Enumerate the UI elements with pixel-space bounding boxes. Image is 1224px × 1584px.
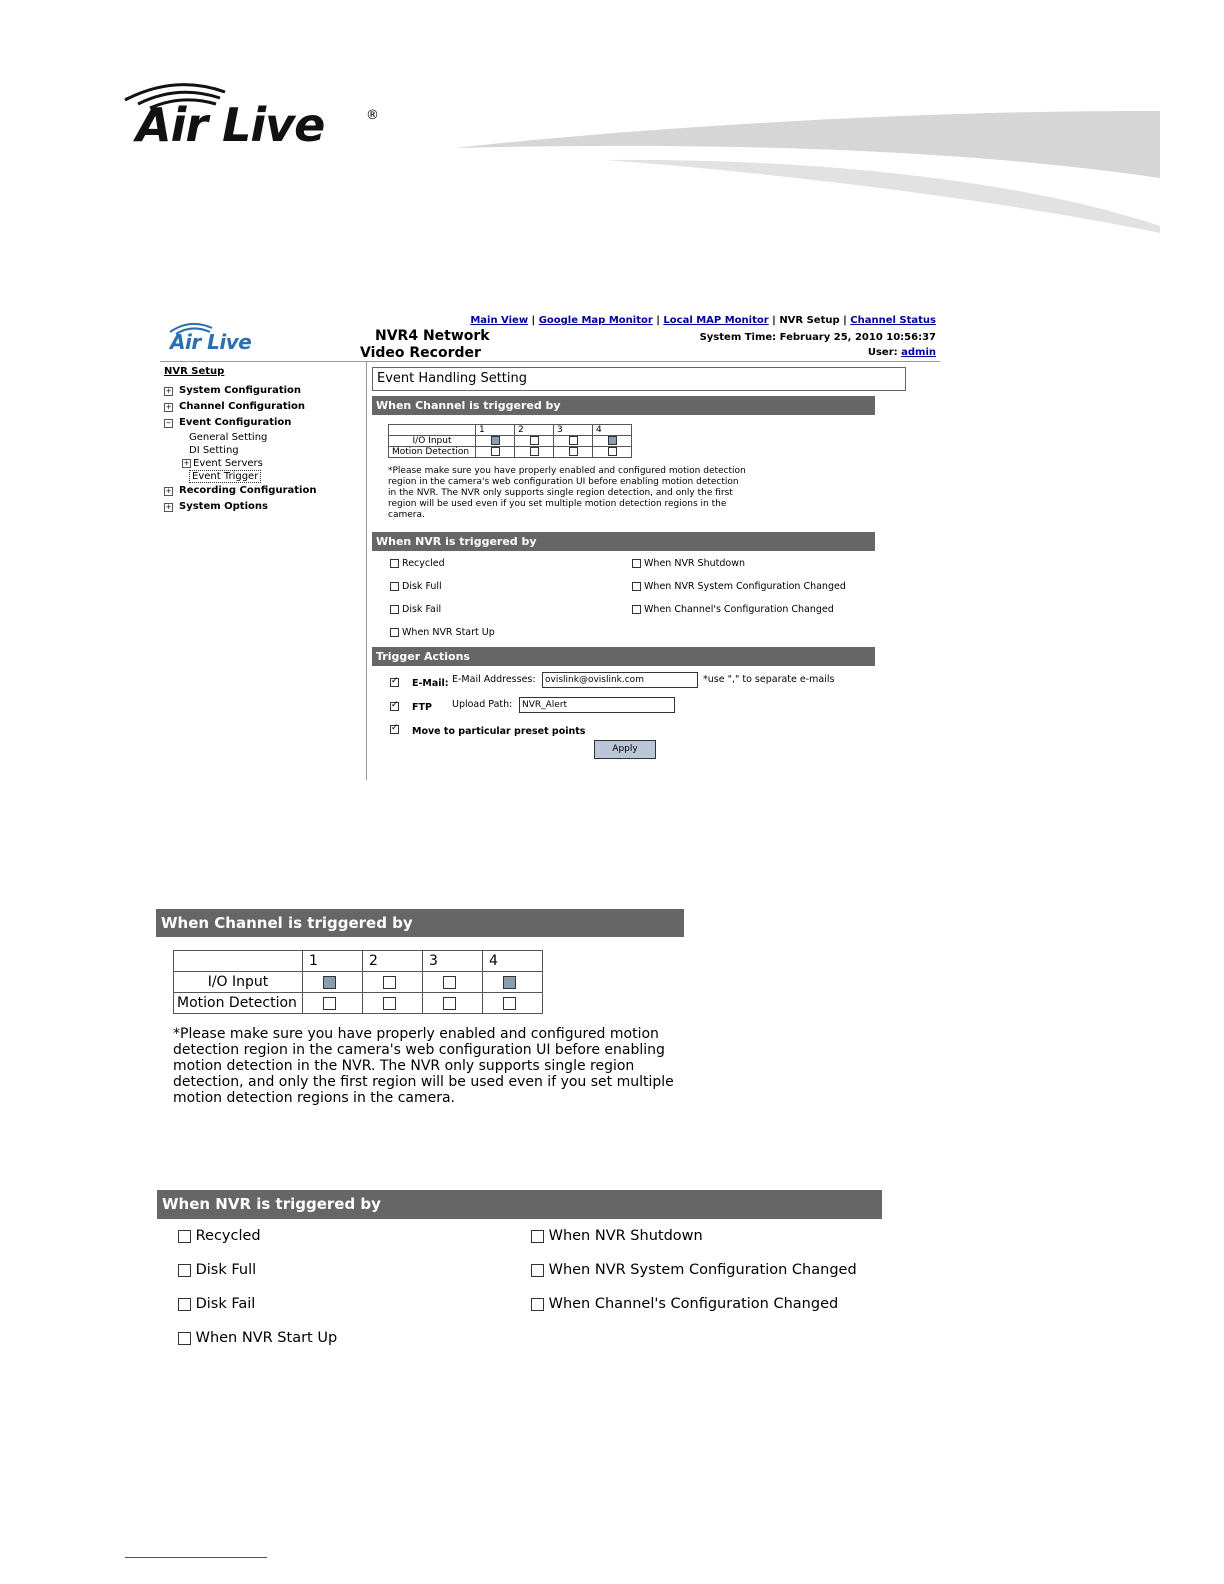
io-ch3-checkbox[interactable] — [569, 436, 578, 445]
nvr-opt-disk-full[interactable] — [390, 581, 442, 592]
note-line: motion detection in the NVR. The NVR only supports single region — [173, 1058, 635, 1074]
top-nav — [470, 315, 936, 326]
option-label: Recycled — [195, 1228, 261, 1244]
option-label: When Channel's Configuration Changed — [644, 604, 834, 615]
col-header-4: 4 — [593, 425, 632, 436]
zoom-nvr-opt-disk-full[interactable] — [178, 1262, 256, 1278]
expand-icon[interactable]: + — [165, 402, 172, 411]
sidebar — [164, 364, 364, 515]
option-label: Disk Full — [195, 1262, 257, 1278]
product-title — [360, 328, 490, 362]
nvr-opt-shutdown[interactable] — [632, 558, 745, 569]
col-header-1: 1 — [303, 951, 363, 972]
md-ch1-checkbox[interactable] — [323, 997, 336, 1010]
email-addresses-input[interactable]: ovislink@ovislink.com — [542, 672, 698, 688]
expand-icon[interactable]: + — [165, 502, 172, 511]
checkbox[interactable] — [390, 582, 399, 591]
md-ch1-checkbox[interactable] — [491, 447, 500, 456]
note-line: detection, and only the first region will be used even if you set multiple — [173, 1074, 674, 1090]
option-label: Recycled — [402, 558, 445, 569]
expand-icon[interactable]: + — [183, 459, 190, 467]
checkbox[interactable] — [632, 582, 641, 591]
option-label: Disk Fail — [402, 604, 442, 615]
sidebar-item-label: Recording Configuration — [179, 485, 317, 496]
io-ch4-checkbox[interactable] — [608, 436, 617, 445]
link-main-view[interactable]: Main View — [470, 315, 529, 326]
sidebar-root[interactable]: NVR Setup — [164, 366, 225, 377]
registered-mark: ® — [366, 108, 379, 123]
sidebar-item-recording-configuration[interactable] — [164, 483, 364, 499]
email-addresses-label: E-Mail Addresses: — [452, 674, 536, 685]
zoom-channel-header: When Channel is triggered by — [156, 909, 684, 937]
nvr-opt-sys-config-changed[interactable] — [632, 581, 846, 592]
preset-label: Move to particular preset points — [412, 726, 586, 737]
option-label: Disk Fail — [195, 1296, 256, 1312]
col-header-3: 3 — [423, 951, 483, 972]
nav-sep: | — [772, 315, 776, 326]
io-ch2-checkbox[interactable] — [530, 436, 539, 445]
note-line: detection region in the camera's web configuration UI before enabling — [173, 1042, 665, 1058]
option-label: When NVR Start Up — [402, 627, 495, 638]
zoom-nvr-header: When NVR is triggered by — [157, 1190, 882, 1219]
header-divider — [160, 361, 940, 362]
table-corner — [389, 425, 476, 436]
io-ch2-checkbox[interactable] — [383, 976, 396, 989]
row-label-motion: Motion Detection — [389, 447, 476, 458]
channel-trigger-table — [388, 424, 632, 458]
nvr-opt-recycled[interactable] — [390, 558, 445, 569]
ftp-checkbox[interactable] — [390, 702, 399, 711]
row-label-io: I/O Input — [389, 436, 476, 447]
checkbox[interactable] — [390, 628, 399, 637]
logo-text: Air Live — [136, 98, 325, 152]
trigger-actions — [372, 666, 907, 776]
col-header-4: 4 — [483, 951, 543, 972]
sidebar-item-label: Event Configuration — [179, 417, 292, 428]
zoom-motion-note — [173, 1026, 674, 1106]
link-channel-status[interactable]: Channel Status — [850, 315, 936, 326]
sidebar-item-system-configuration[interactable] — [164, 383, 364, 399]
upload-path-input[interactable]: NVR_Alert — [519, 697, 675, 713]
checkbox[interactable] — [178, 1230, 191, 1243]
link-local-map-monitor[interactable]: Local MAP Monitor — [663, 315, 769, 326]
zoom-nvr-opt-shutdown[interactable] — [531, 1228, 703, 1244]
nvr-opt-disk-fail[interactable] — [390, 604, 441, 615]
sidebar-item-system-options[interactable] — [164, 499, 364, 515]
sidebar-item-label: Event Servers — [193, 458, 263, 469]
nvr-screenshot — [160, 312, 940, 782]
checkbox[interactable] — [531, 1298, 544, 1311]
sidebar-item-event-configuration[interactable] — [164, 415, 364, 431]
collapse-icon[interactable]: − — [165, 418, 172, 427]
sidebar-item-di-setting[interactable]: DI Setting — [189, 445, 239, 456]
table-corner — [174, 951, 303, 972]
note-line: motion detection regions in the camera. — [173, 1090, 456, 1106]
zoom-nvr-opt-sys-config-changed[interactable] — [531, 1262, 857, 1278]
io-ch4-checkbox[interactable] — [503, 976, 516, 989]
email-checkbox[interactable] — [390, 678, 399, 687]
mini-logo-text: Air Live — [170, 330, 252, 354]
sidebar-item-label: Event Trigger — [189, 470, 261, 483]
nav-sep: | — [656, 315, 660, 326]
option-label: When NVR Shutdown — [548, 1228, 703, 1244]
md-ch3-checkbox[interactable] — [569, 447, 578, 456]
expand-icon[interactable]: + — [165, 486, 172, 495]
nav-sep: | — [843, 315, 847, 326]
md-ch3-checkbox[interactable] — [443, 997, 456, 1010]
checkbox[interactable] — [632, 559, 641, 568]
email-hint: *use "," to separate e-mails — [703, 674, 835, 685]
motion-note: *Please make sure you have properly enabled and configured motion detection region in the camera's web configuration UI before enabling motion detection in the NVR. The NVR only supports single region detection, and only the first region will be used even if you set multiple motion detection regions in the camera. — [388, 466, 746, 520]
sidebar-item-label: System Options — [179, 501, 268, 512]
link-google-map-monitor[interactable]: Google Map Monitor — [538, 315, 653, 326]
sidebar-item-channel-configuration[interactable] — [164, 399, 364, 415]
nvr-opt-start-up[interactable] — [390, 627, 495, 638]
sidebar-item-label: Channel Configuration — [179, 401, 306, 412]
apply-button[interactable]: Apply — [594, 740, 656, 759]
md-ch4-checkbox[interactable] — [503, 997, 516, 1010]
zoom-nvr-opt-recycled[interactable] — [178, 1228, 261, 1244]
io-ch3-checkbox[interactable] — [443, 976, 456, 989]
option-label: When NVR Start Up — [195, 1330, 338, 1346]
nvr-logo — [164, 320, 274, 354]
checkbox[interactable] — [632, 605, 641, 614]
product-title-line2: Video Recorder — [360, 345, 481, 361]
col-header-3: 3 — [554, 425, 593, 436]
user-link[interactable]: admin — [901, 347, 936, 358]
sidebar-item-general-setting[interactable]: General Setting — [189, 432, 268, 443]
footer-rule — [125, 1557, 267, 1558]
option-label: Disk Full — [402, 581, 442, 592]
col-header-2: 2 — [515, 425, 554, 436]
main-content — [372, 367, 907, 776]
nvr-opt-channel-config-changed[interactable] — [632, 604, 834, 615]
system-time: System Time: February 25, 2010 10:56:37 — [699, 332, 936, 343]
checkbox[interactable] — [390, 559, 399, 568]
option-label: When Channel's Configuration Changed — [548, 1296, 839, 1312]
zoom-channel-table — [173, 950, 543, 1014]
upload-path-label: Upload Path: — [452, 699, 513, 710]
col-header-2: 2 — [363, 951, 423, 972]
airlive-logo — [120, 78, 390, 158]
sidebar-item-event-servers[interactable] — [164, 457, 364, 470]
md-ch2-checkbox[interactable] — [530, 447, 539, 456]
section-channel-header: When Channel is triggered by — [372, 396, 875, 415]
nav-sep: | — [531, 315, 536, 326]
email-label: E-Mail: — [412, 678, 449, 689]
md-ch2-checkbox[interactable] — [383, 997, 396, 1010]
zoom-nvr-opt-disk-fail[interactable] — [178, 1296, 255, 1312]
row-label-io: I/O Input — [174, 972, 303, 993]
section-trigger-actions-header: Trigger Actions — [372, 647, 875, 666]
user-info — [868, 347, 936, 358]
user-label: User: — [867, 347, 898, 358]
io-ch1-checkbox[interactable] — [323, 976, 336, 989]
product-title-line1: NVR4 Network — [375, 328, 490, 344]
ftp-label: FTP — [412, 702, 432, 713]
io-ch1-checkbox[interactable] — [491, 436, 500, 445]
row-label-motion: Motion Detection — [174, 993, 303, 1014]
sidebar-item-label: System Configuration — [179, 385, 302, 396]
md-ch4-checkbox[interactable] — [608, 447, 617, 456]
header-swoosh — [455, 108, 1165, 236]
option-label: When NVR System Configuration Changed — [644, 581, 846, 592]
option-label: When NVR System Configuration Changed — [548, 1262, 857, 1278]
panel-title: Event Handling Setting — [372, 367, 906, 391]
link-nvr-setup: NVR Setup — [779, 315, 840, 326]
checkbox[interactable] — [531, 1264, 544, 1277]
zoom-nvr-opt-channel-config-changed[interactable] — [531, 1296, 838, 1312]
sidebar-item-event-trigger[interactable] — [164, 470, 364, 483]
checkbox[interactable] — [178, 1332, 191, 1345]
note-line: *Please make sure you have properly enabled and configured motion — [173, 1026, 659, 1042]
preset-checkbox[interactable] — [390, 725, 399, 734]
checkbox[interactable] — [390, 605, 399, 614]
sidebar-divider — [366, 362, 367, 780]
zoom-nvr-opt-start-up[interactable] — [178, 1330, 337, 1346]
col-header-1: 1 — [476, 425, 515, 436]
option-label: When NVR Shutdown — [644, 558, 745, 569]
checkbox[interactable] — [531, 1230, 544, 1243]
section-nvr-header: When NVR is triggered by — [372, 532, 875, 551]
nvr-trigger-options — [372, 551, 907, 641]
expand-icon[interactable]: + — [165, 386, 172, 395]
checkbox[interactable] — [178, 1264, 191, 1277]
checkbox[interactable] — [178, 1298, 191, 1311]
